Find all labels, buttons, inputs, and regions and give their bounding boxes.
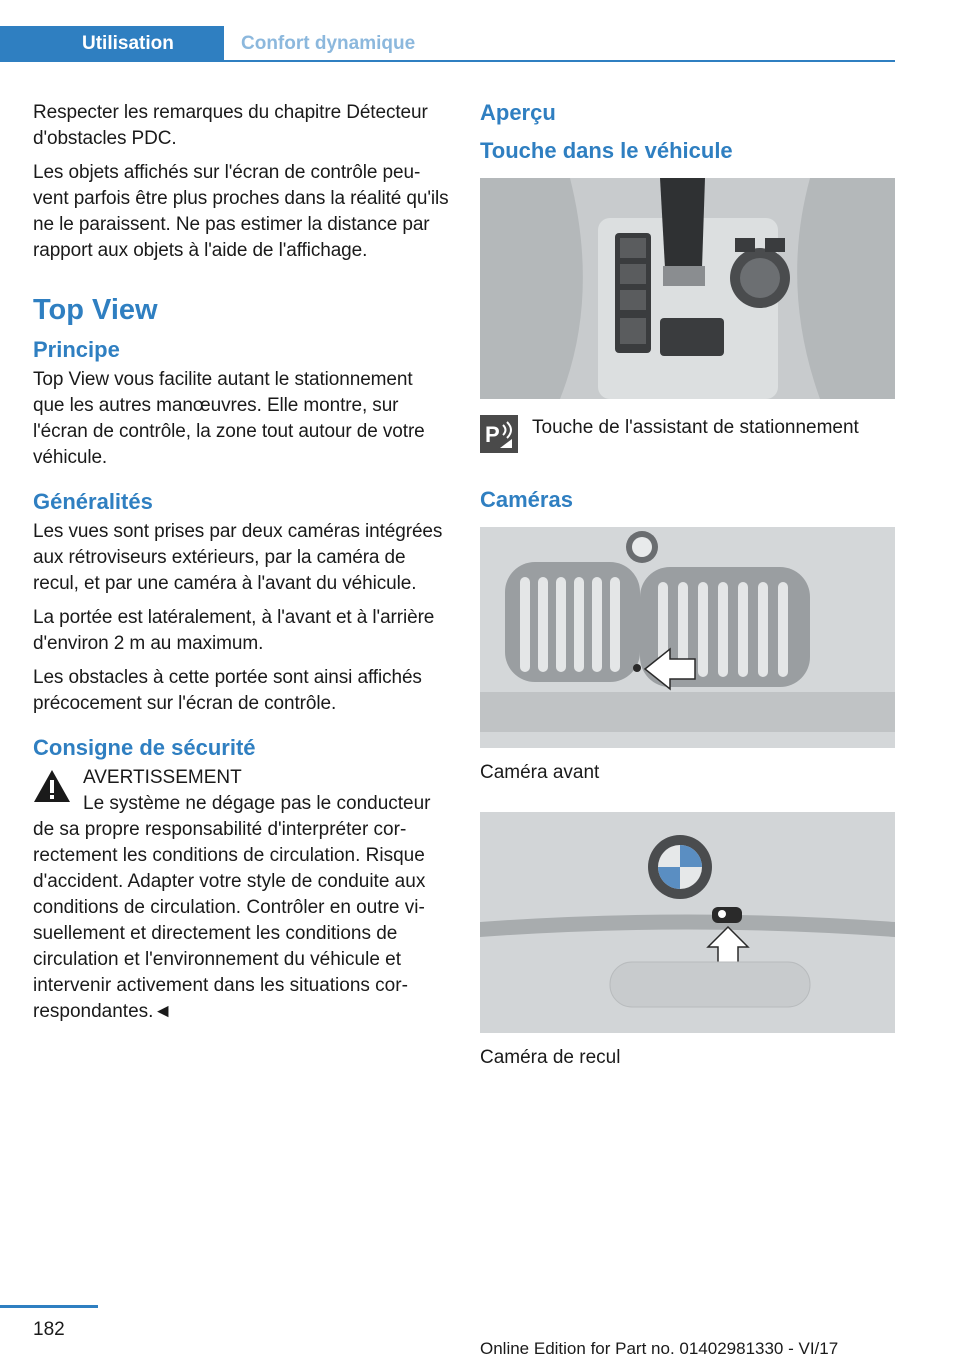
paragraph: Les vues sont prises par deux caméras intégrées aux rétroviseurs extérieurs, par la caméra de recul, et par une caméra à l'avant du véhicule. [33, 521, 443, 594]
svg-text:P: P [485, 422, 500, 447]
warning-body: Le système ne dégage pas le conducteur de sa propre responsabilité d'interpréter correctement les conditions de circulation. Risque d'accident. Adapter votre style de conduite aux conditions de circulation. Contrôler en outre visuellement et directement les conditions de circulation et l'environnement du véhicule et intervenir activement dans les situations correspondantes.◄ [33, 793, 431, 1022]
section-title-top-view: Top View [33, 294, 158, 326]
paragraph: Top View vous facilite autant le stationnement que les autres manœuvres. Elle montre, sur l'écran de contrôle, la zone tout autour de votre véhicule. [33, 369, 425, 468]
header-tabs [0, 26, 895, 62]
footer-rule [0, 1305, 98, 1308]
tab-confort-dynamique[interactable]: Confort dynamique [241, 33, 416, 54]
left-column [33, 100, 449, 1025]
subsection-title-touche: Touche dans le véhicule [480, 138, 733, 163]
subsection-title-generalites: Généralités [33, 489, 153, 514]
warning-title: AVERTISSEMENT [83, 767, 242, 788]
subsection-title-principe: Principe [33, 337, 120, 362]
front-grille-illustration [480, 527, 895, 748]
paragraph: Les objets affichés sur l'écran de contrôle peuvent parfois être plus proches dans la réalité qu'ils ne le paraissent. Ne pas estimer la distance par rapport aux objets à l'aide de l'affichage. [33, 162, 449, 261]
paragraph: Les obstacles à cette portée sont ainsi affichés précocement sur l'écran de contrôle. [33, 667, 422, 714]
rear-camera-illustration [480, 812, 895, 1033]
warning-triangle-icon [33, 769, 71, 803]
paragraph: Respecter les remarques du chapitre Détecteur d'obstacles PDC. [33, 102, 428, 149]
page-number: 182 [33, 1319, 65, 1340]
paragraph: La portée est latéralement, à l'avant et à l'arrière d'environ 2 m au maximum. [33, 607, 435, 654]
caption-rear-camera: Caméra de recul [480, 1047, 621, 1068]
park-assist-button-icon [480, 415, 518, 453]
center-console-illustration [480, 178, 895, 399]
caption-front-camera: Caméra avant [480, 762, 600, 783]
caption-touche: Touche de l'assistant de stationnement [532, 417, 859, 438]
caption-row-touche [480, 415, 895, 453]
subsection-title-apercu: Aperçu [480, 100, 556, 125]
photo-front-camera [480, 527, 895, 748]
tab-utilisation[interactable]: Utilisation [0, 26, 224, 62]
photo-center-console [480, 178, 895, 399]
subsection-title-consigne: Consigne de sécurité [33, 735, 256, 760]
warning-block [33, 765, 449, 1025]
right-column [480, 100, 895, 1071]
edition-footer: Online Edition for Part no. 01402981330 - VI/17 [480, 1339, 839, 1358]
subsection-title-cameras: Caméras [480, 487, 573, 512]
photo-rear-camera [480, 812, 895, 1033]
